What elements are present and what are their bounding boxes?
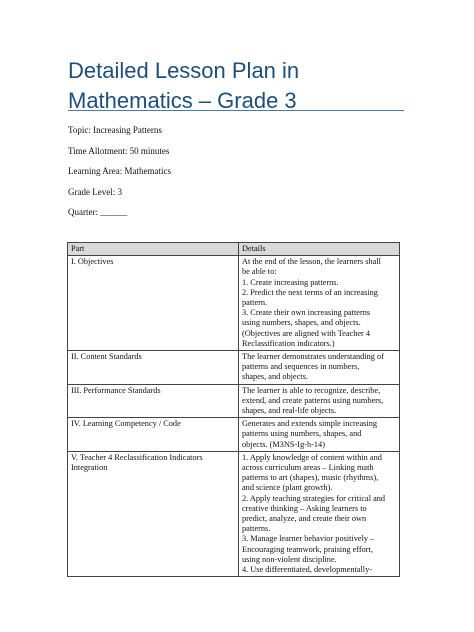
- table-header-row: [68, 243, 400, 256]
- details-line: patterns and sequences in numbers,: [242, 362, 360, 372]
- details-line: creative thinking – Asking learners to: [242, 503, 367, 513]
- details-line: predict, analyze, and create their own: [242, 514, 367, 524]
- details-line: Encouraging teamwork, praising effort,: [242, 544, 373, 554]
- details-line: extend, and create patterns using numbers,: [242, 395, 384, 405]
- details-line: across curriculum areas – Linking math: [242, 463, 374, 473]
- details-line: shapes, and real-life objects.: [242, 406, 337, 416]
- details-line: Reclassification indicators.): [242, 338, 335, 348]
- details-line: (Objectives are aligned with Teacher 4: [242, 328, 371, 338]
- table-row: [68, 351, 400, 385]
- table-row: [68, 384, 400, 418]
- details-line: The learner is able to recognize, describe,: [242, 385, 381, 395]
- details-line: 1. Apply knowledge of content within and: [242, 452, 382, 462]
- header-details: Details: [239, 243, 400, 256]
- details-line: and science (plant growth).: [242, 483, 333, 493]
- details-line: pattern.: [242, 298, 268, 308]
- details-line: Generates and extends simple increasing: [242, 419, 378, 429]
- row-part: IV. Learning Competency / Code: [68, 418, 239, 452]
- details-line: patterns to art (shapes), music (rhythms),: [242, 473, 379, 483]
- quarter-line: Quarter: ______: [68, 207, 128, 217]
- row-details: [239, 351, 400, 385]
- details-line: be able to:: [242, 267, 277, 277]
- page-title: Detailed Lesson Plan in Mathematics – Grade 3: [68, 58, 300, 113]
- details-line: At the end of the lesson, the learners shall: [242, 257, 381, 267]
- table-row: [68, 451, 400, 576]
- details-line: patterns using numbers, shapes, and: [242, 429, 362, 439]
- table-body: [68, 256, 400, 577]
- learning-area-line: Learning Area: Mathematics: [68, 166, 171, 176]
- details-line: patterns.: [242, 524, 271, 534]
- grade-level-line: Grade Level: 3: [68, 186, 122, 197]
- row-details: [239, 384, 400, 418]
- lesson-info: [68, 124, 404, 227]
- header-part: Part: [68, 243, 239, 256]
- details-line: objects. (M3NS-Ig-h-14): [242, 439, 325, 449]
- details-line: 3. Manage learner behavior positively –: [242, 534, 375, 544]
- table-row: [68, 256, 400, 351]
- lesson-plan-table: [67, 242, 400, 577]
- row-details: [239, 451, 400, 576]
- row-part: II. Content Standards: [68, 351, 239, 385]
- table-row: [68, 418, 400, 452]
- time-allotment-line: Time Allotment: 50 minutes: [68, 145, 170, 156]
- row-details: [239, 418, 400, 452]
- details-line: 2. Predict the next terms of an increasing: [242, 287, 378, 297]
- details-line: using non-violent discipline.: [242, 554, 337, 564]
- topic-line: Topic: Increasing Patterns: [68, 125, 162, 135]
- row-part: III. Performance Standards: [68, 384, 239, 418]
- details-line: using numbers, shapes, and objects.: [242, 318, 361, 328]
- details-line: 4. Use differentiated, developmentally-: [242, 565, 373, 575]
- details-line: 1. Create increasing patterns.: [242, 277, 339, 287]
- row-part: I. Objectives: [68, 256, 239, 351]
- details-line: 2. Apply teaching strategies for critical and: [242, 493, 386, 503]
- row-part: V. Teacher 4 Reclassification Indicators Integration: [68, 451, 239, 576]
- details-line: 3. Create their own increasing patterns: [242, 308, 371, 318]
- details-line: shapes, and objects.: [242, 372, 308, 382]
- row-details: [239, 256, 400, 351]
- title-underline: [68, 110, 404, 111]
- details-line: The learner demonstrates understanding of: [242, 352, 384, 362]
